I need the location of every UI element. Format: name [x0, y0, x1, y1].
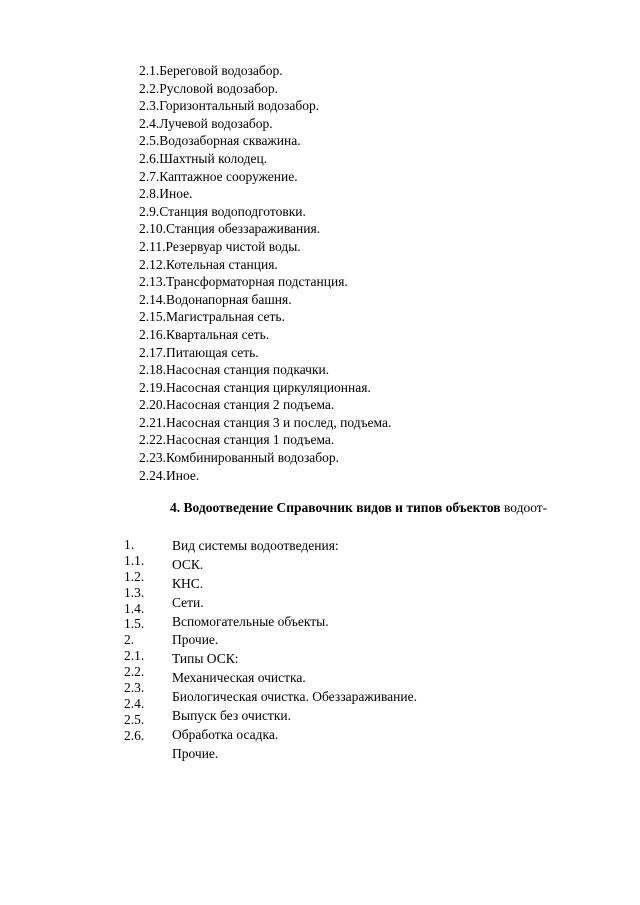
list-item: 2.13.Трансформаторная подстанция.: [139, 274, 348, 290]
item-number: 1.1.: [124, 552, 145, 568]
list-item: 2.19.Насосная станция циркуляционная.: [139, 379, 371, 395]
item-number: 1.5.: [124, 616, 145, 632]
list-item: 2.21.Насосная станция 3 и послед, подъема.: [139, 414, 392, 430]
list-item: 2.24.Иное.: [139, 467, 200, 483]
list-item: 2.2.Русловой водозабор.: [139, 80, 278, 96]
list-item: 2.11.Резервуар чистой воды.: [139, 238, 301, 254]
item-number: 1.3.: [124, 584, 145, 600]
section-heading: [170, 500, 547, 516]
list-item: 2.1.Береговой водозабор.: [139, 63, 283, 78]
item-text: ОСК.: [172, 556, 204, 572]
item-number: 1.: [124, 537, 135, 552]
water-intake-object-list: [139, 62, 391, 484]
list-item: 2.10.Станция обеззараживания.: [139, 221, 321, 237]
item-number: 2.3.: [124, 680, 145, 696]
item-text: Механическая очистка.: [172, 670, 306, 686]
item-number: 2.1.: [124, 648, 145, 664]
item-text: Выпуск без очистки.: [172, 708, 291, 724]
item-text-column: [172, 537, 417, 764]
item-text: Вспомогательные объекты.: [172, 613, 329, 629]
list-item: 2.18.Насосная станция подкачки.: [139, 362, 330, 378]
item-text: Прочие.: [172, 745, 219, 761]
item-text: Обработка осадка.: [172, 726, 279, 742]
item-text: Вид системы водоотведения:: [172, 538, 339, 553]
item-number: 2.6.: [124, 727, 145, 743]
list-item: 2.15.Магистральная сеть.: [139, 309, 285, 325]
item-text: КНС.: [172, 575, 204, 591]
list-item: 2.20.Насосная станция 2 подъема.: [139, 397, 335, 413]
item-text: Прочие.: [172, 632, 219, 648]
list-item: 2.4.Лучевой водозабор.: [139, 115, 273, 131]
list-item: 2.9.Станция водоподготовки.: [139, 203, 306, 219]
item-text: Сети.: [172, 594, 204, 610]
item-text: Типы ОСК:: [172, 651, 239, 667]
list-item: 2.14.Водонапорная башня.: [139, 291, 292, 307]
list-item: 2.7.Каптажное сооружение.: [139, 168, 298, 184]
item-number-column: [124, 537, 144, 744]
list-item: 2.6.Шахтный колодец.: [139, 150, 268, 166]
list-item: 2.22.Насосная станция 1 подъема.: [139, 432, 335, 448]
item-number: 2.4.: [124, 695, 145, 711]
list-item: 2.3.Горизонтальный водозабор.: [139, 98, 320, 114]
item-number: 2.5.: [124, 711, 145, 727]
item-number: 1.4.: [124, 600, 145, 616]
item-number: 2.: [124, 632, 135, 648]
item-number: 1.2.: [124, 568, 145, 584]
list-item: 2.16.Квартальная сеть.: [139, 326, 270, 342]
list-item: 2.17.Питающая сеть.: [139, 344, 259, 360]
list-item: 2.12.Котельная станция.: [139, 256, 278, 272]
list-item: 2.8.Иное.: [139, 186, 193, 202]
section-heading-tail: водоот-: [500, 500, 548, 515]
section-heading-bold: 4. Водоотведение Справочник видов и типов объектов: [170, 500, 501, 515]
list-item: 2.5.Водозаборная скважина.: [139, 133, 301, 149]
item-text: Биологическая очистка. Обеззараживание.: [172, 689, 417, 705]
list-item: 2.23.Комбинированный водозабор.: [139, 450, 340, 466]
item-number: 2.2.: [124, 664, 145, 680]
